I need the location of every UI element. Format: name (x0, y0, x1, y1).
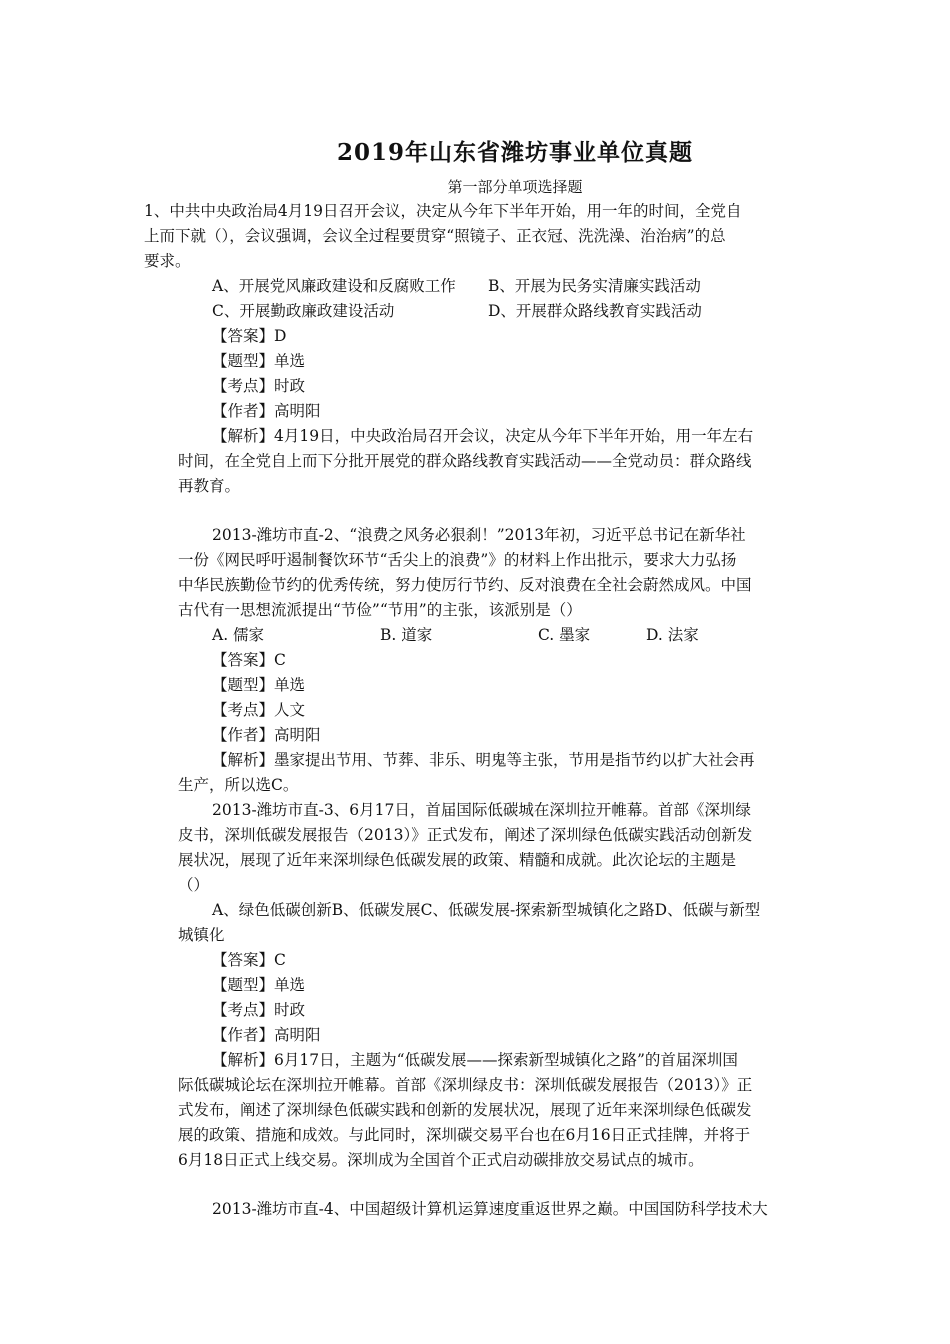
q1-type: 【题型】单选 (212, 352, 306, 370)
q1-option-a: A、开展党风廉政建设和反腐败工作 (212, 277, 456, 295)
q3-options-line: 城镇化 (178, 926, 225, 944)
document-title: 2019年山东省潍坊事业单位真题 (336, 139, 693, 166)
q1-point: 【考点】时政 (212, 377, 306, 395)
q3-answer: 【答案】C (212, 951, 286, 969)
q2-author: 【作者】高明阳 (212, 726, 321, 744)
q4-stem-line: 2013-潍坊市直-4、中国超级计算机运算速度重返世界之巅。中国国防科学技术大 (212, 1200, 768, 1218)
section-subtitle: 第一部分单项选择题 (447, 178, 583, 196)
q1-author: 【作者】高明阳 (212, 402, 321, 420)
q2-option-a: A. 儒家 (212, 626, 265, 644)
q3-author: 【作者】高明阳 (212, 1026, 321, 1044)
q3-point: 【考点】时政 (212, 1001, 306, 1019)
q2-stem-line: 中华民族勤俭节约的优秀传统，努力使厉行节约、反对浪费在全社会蔚然成风。中国 (178, 576, 752, 594)
q3-analysis-line: 式发布，阐述了深圳绿色低碳实践和创新的发展状况，展现了近年来深圳绿色低碳发 (178, 1101, 752, 1119)
q1-option-c: C、开展勤政廉政建设活动 (212, 302, 395, 320)
q3-stem-line: 皮书，深圳低碳发展报告（2013）》正式发布，阐述了深圳绿色低碳实践活动创新发 (178, 826, 753, 844)
q2-answer: 【答案】C (212, 651, 286, 669)
q2-type: 【题型】单选 (212, 676, 306, 694)
q3-stem-line: （） (178, 876, 210, 894)
q2-option-d: D. 法家 (646, 626, 699, 644)
q1-answer: 【答案】D (212, 327, 287, 345)
q2-analysis-line: 【解析】墨家提出节用、节葬、非乐、明鬼等主张，节用是指节约以扩大社会再 (212, 751, 755, 769)
q3-analysis-line: 际低碳城论坛在深圳拉开帷幕。首部《深圳绿皮书：深圳低碳发展报告（2013）》正 (178, 1076, 753, 1094)
q2-stem-line: 古代有一思想流派提出“节俭”“节用”的主张，该派别是（） (178, 601, 582, 619)
q1-option-b: B、开展为民务实清廉实践活动 (488, 277, 701, 295)
q2-option-b: B. 道家 (380, 626, 433, 644)
q2-stem-line: 一份《网民呼吁遏制餐饮环节“舌尖上的浪费”》的材料上作出批示，要求大力弘扬 (178, 551, 737, 569)
q1-analysis-line: 再教育。 (178, 477, 241, 495)
q2-option-c: C. 墨家 (538, 626, 591, 644)
q2-point: 【考点】人文 (212, 701, 306, 719)
q3-options-line: A、绿色低碳创新B、低碳发展C、低碳发展-探索新型城镇化之路D、低碳与新型 (212, 901, 761, 919)
q1-stem-line: 要求。 (144, 252, 191, 270)
q2-analysis-line: 生产，所以选C。 (178, 776, 299, 794)
q1-stem-line: 上而下就（），会议强调，会议全过程要贯穿“照镜子、正衣冠、洗洗澡、治治病”的总 (144, 227, 726, 245)
q2-stem-line: 2013-潍坊市直-2、“浪费之风务必狠刹！”2013年初，习近平总书记在新华社 (212, 526, 746, 544)
q3-stem-line: 2013-潍坊市直-3、6月17日，首届国际低碳城在深圳拉开帷幕。首部《深圳绿 (212, 801, 751, 819)
q3-analysis-line: 展的政策、措施和成效。与此同时，深圳碳交易平台也在6月16日正式挂牌，并将于 (178, 1126, 751, 1144)
q3-stem-line: 展状况，展现了近年来深圳绿色低碳发展的政策、精髓和成就。此次论坛的主题是 (178, 851, 737, 869)
q3-type: 【题型】单选 (212, 976, 306, 994)
q1-analysis-line: 时间，在全党自上而下分批开展党的群众路线教育实践活动——全党动员：群众路线 (178, 452, 752, 470)
q1-option-d: D、开展群众路线教育实践活动 (488, 302, 702, 320)
q1-stem-line: 1、中共中央政治局4月19日召开会议，决定从今年下半年开始，用一年的时间，全党自 (144, 202, 742, 220)
q3-analysis-line: 6月18日正式上线交易。深圳成为全国首个正式启动碳排放交易试点的城市。 (178, 1151, 704, 1169)
q3-analysis-line: 【解析】6月17日，主题为“低碳发展——探索新型城镇化之路”的首届深圳国 (212, 1051, 738, 1069)
q1-analysis-line: 【解析】4月19日，中央政治局召开会议，决定从今年下半年开始，用一年左右 (212, 427, 754, 445)
